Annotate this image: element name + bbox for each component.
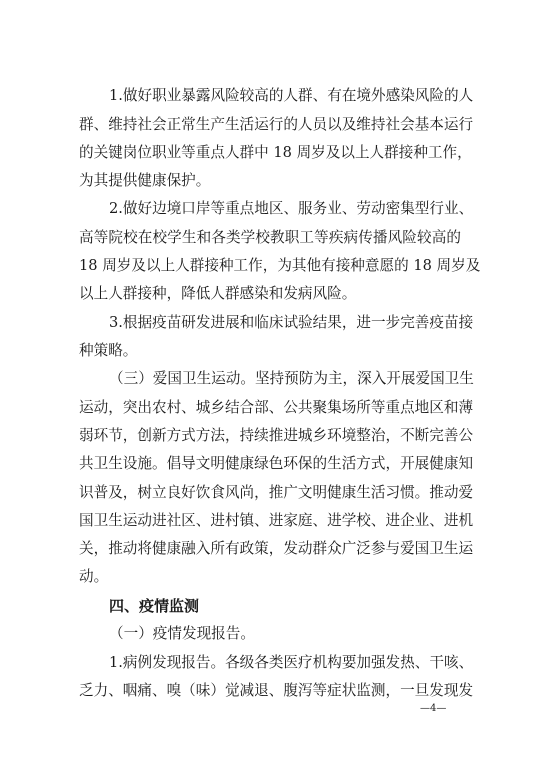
section-heading: 四、疫情监测 [109,597,200,615]
paragraph-1-line-2: 群、维持社会正常生产生活运行的人员以及维持社会基本运行 [79,116,474,133]
paragraph-3-line-2: 种策略。 [79,342,138,359]
paragraph-4-line-7: 关，推动将健康融入所有政策，发动群众广泛参与爱国卫生运 [79,540,474,557]
paragraph-4-line-8: 动。 [79,568,109,585]
final-paragraph-line-2: 乏力、咽痛、嗅（味）觉减退、腹泻等症状监测，一旦发现发 [79,682,474,699]
paragraph-4-line-6: 国卫生运动进社区、进村镇、进家庭、进学校、进企业、进机 [79,512,474,529]
paragraph-4-line-2: 运动，突出农村、城乡结合部、公共聚集场所等重点地区和薄 [79,399,474,416]
paragraph-3-line-1: 3.根据疫苗研发进展和临床试验结果，进一步完善疫苗接 [109,314,474,331]
paragraph-2-line-3: 18 周岁及以上人群接种工作，为其他有接种意愿的 18 周岁及 [79,257,481,274]
paragraph-4-line-4: 共卫生设施。倡导文明健康绿色环保的生活方式，开展健康知 [79,455,474,472]
subheading: （一）疫情发现报告。 [109,625,255,642]
paragraph-4-line-1-text: 坚持预防为主，深入开展爱国卫生 [254,370,474,387]
paragraph-2-line-2: 高等院校在校学生和各类学校教职工等疾病传播风险较高的 [79,229,461,246]
paragraph-2-line-4: 以上人群接种，降低人群感染和发病风险。 [79,285,357,302]
paragraph-1-line-1: 1.做好职业暴露风险较高的人群、有在境外感染风险的人 [109,87,474,104]
final-paragraph-line-1: 1.病例发现报告。各级各类医疗机构要加强发热、干咳、 [109,654,474,671]
paragraph-1-line-3: 的关键岗位职业等重点人群中 18 周岁及以上人群接种工作， [79,144,472,161]
paragraph-4-line-1 [109,369,474,389]
paragraph-4-label: （三）爱国卫生运动。 [109,370,255,387]
paragraph-4-line-5: 识普及，树立良好饮食风尚，推广文明健康生活习惯。推动爱 [79,484,474,501]
paragraph-4-line-3: 弱环节，创新方式方法，持续推进城乡环境整治，不断完善公 [79,427,474,444]
paragraph-1-line-4: 为其提供健康保护。 [79,172,211,189]
paragraph-2-line-1: 2.做好边境口岸等重点地区、服务业、劳动密集型行业、 [109,200,474,217]
page-number: —4— [420,703,447,714]
